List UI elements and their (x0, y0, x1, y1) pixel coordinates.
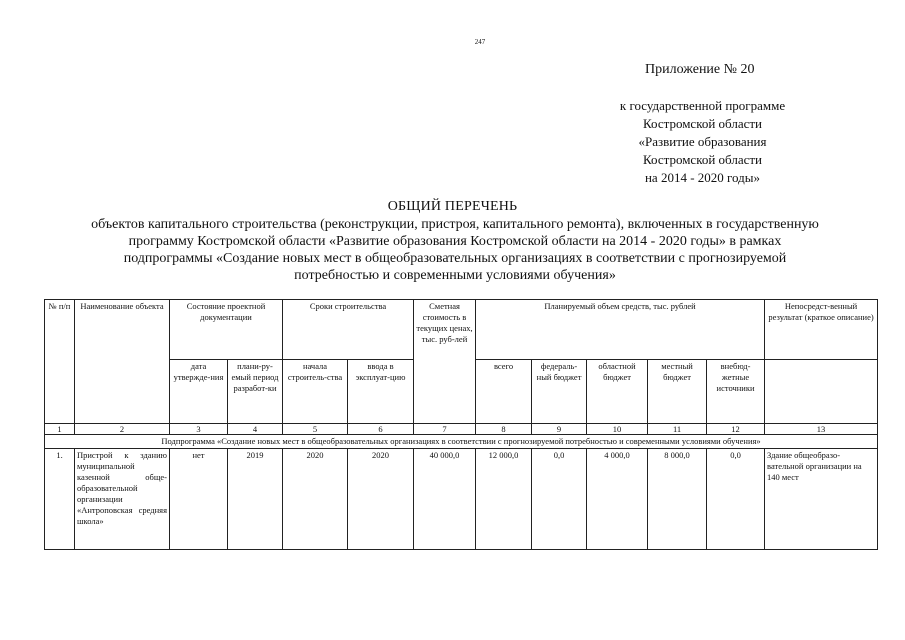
header-federal: федераль-ный бюджет (532, 360, 587, 424)
appendix-line: Костромской области (642, 116, 763, 131)
column-number: 9 (532, 424, 587, 435)
subtitle-line: объектов капитального строительства (реконструкции, пристроя, капитального ремонта), включенных в государственную (91, 217, 819, 232)
row-num: 1. (45, 449, 75, 550)
header-num: № п/п (45, 300, 75, 424)
header-regional: областной бюджет (587, 360, 648, 424)
row-direct-result: Здание общеобразо-вательной организации на 140 мест (765, 449, 878, 550)
column-number: 1 (45, 424, 75, 435)
row-planned-period: 2019 (228, 449, 283, 550)
page-number: 247 (474, 38, 486, 46)
appendix-line: Костромской области (642, 152, 763, 167)
document-subtitle (50, 216, 860, 284)
appendix-title: Приложение № 20 (645, 62, 755, 77)
header-approval-date: дата утвержде-ния (170, 360, 228, 424)
header-direct-result: Непосредст-венный результат (краткое описание) (765, 300, 878, 360)
appendix-line: «Развитие образования (638, 134, 767, 149)
column-number: 5 (283, 424, 348, 435)
row-object-name: Пристрой к зданию муниципальной казенной обще-образовательной организации «Антроповская средняя школа» (75, 449, 170, 550)
row-total: 12 000,0 (476, 449, 532, 550)
header-extrabudgetary: внебюд-жетные источники (707, 360, 765, 424)
row-start: 2020 (283, 449, 348, 550)
header-planned-period: плани-ру-емый период разработ-ки (228, 360, 283, 424)
row-regional: 4 000,0 (587, 449, 648, 550)
subtitle-line: программу Костромской области «Развитие образования Костромской области на 2014 - 2020 годы» в рамках (128, 234, 782, 249)
appendix-line: на 2014 - 2020 годы» (644, 170, 761, 185)
column-number: 2 (75, 424, 170, 435)
column-number: 3 (170, 424, 228, 435)
subprogram-row (45, 435, 878, 449)
appendix-lines (560, 97, 845, 187)
column-number: 10 (587, 424, 648, 435)
row-estimated-cost: 40 000,0 (414, 449, 476, 550)
capital-construction-table (44, 299, 878, 550)
subtitle-line: потребностью и современными условиями обучения» (294, 268, 616, 283)
row-extrabudgetary: 0,0 (707, 449, 765, 550)
subtitle-line: подпрограммы «Создание новых мест в общеобразовательных организациях в соответствии с прогнозируемой (123, 251, 787, 266)
header-local: местный бюджет (648, 360, 707, 424)
column-number: 4 (228, 424, 283, 435)
header-start: начала строитель-ства (283, 360, 348, 424)
header-total: всего (476, 360, 532, 424)
column-number: 6 (348, 424, 414, 435)
appendix-line: к государственной программе (619, 98, 786, 113)
column-number-row (45, 424, 878, 435)
table-row (45, 449, 878, 550)
header-design-status: Состояние проектной документации (170, 300, 283, 360)
header-construction-terms: Сроки строительства (283, 300, 414, 360)
header-direct-result-blank (765, 360, 878, 424)
table-header-row (45, 300, 878, 360)
column-number: 8 (476, 424, 532, 435)
header-planned-funding: Планируемый объем средств, тыс. рублей (476, 300, 765, 360)
row-commissioning: 2020 (348, 449, 414, 550)
document-title: ОБЩИЙ ПЕРЕЧЕНЬ (387, 199, 518, 214)
column-number: 7 (414, 424, 476, 435)
column-number: 13 (765, 424, 878, 435)
column-number: 11 (648, 424, 707, 435)
header-name: Наименование объекта (75, 300, 170, 424)
row-local: 8 000,0 (648, 449, 707, 550)
row-approval-date: нет (170, 449, 228, 550)
header-commissioning: ввода в эксплуат-цию (348, 360, 414, 424)
row-federal: 0,0 (532, 449, 587, 550)
subprogram-title: Подпрограмма «Создание новых мест в общеобразовательных организациях в соответствии с прогнозируемой потребностью и современными условиями обучения» (45, 435, 878, 449)
column-number: 12 (707, 424, 765, 435)
header-estimated-cost: Сметная стоимость в текущих ценах, тыс. руб-лей (414, 300, 476, 424)
